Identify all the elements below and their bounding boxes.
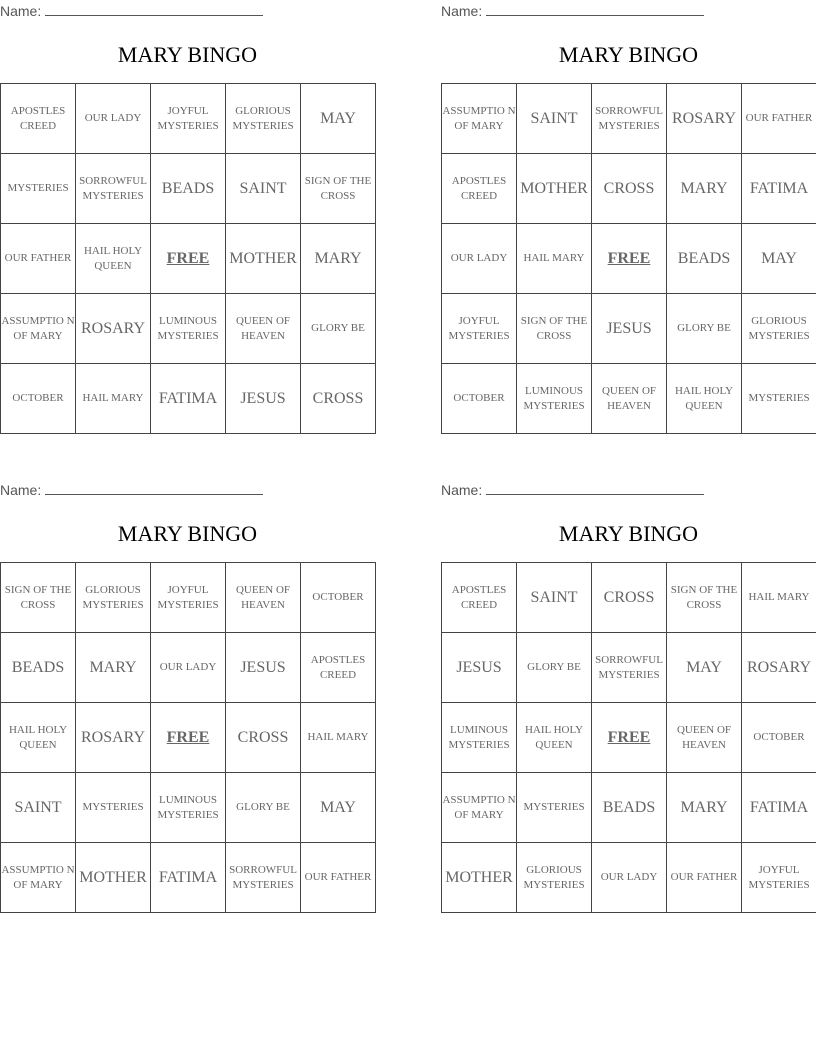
- name-label: Name:: [441, 482, 483, 498]
- bingo-cell: MAY: [667, 633, 742, 703]
- bingo-cell: SORROWFUL MYSTERIES: [76, 154, 151, 224]
- name-field: [0, 2, 263, 20]
- bingo-cell: MARY: [76, 633, 151, 703]
- bingo-cell: SIGN OF THE CROSS: [301, 154, 376, 224]
- bingo-cell: GLORY BE: [517, 633, 592, 703]
- bingo-cell: SIGN OF THE CROSS: [1, 563, 76, 633]
- bingo-cell: MAY: [301, 84, 376, 154]
- bingo-cell: MYSTERIES: [1, 154, 76, 224]
- bingo-cell: JESUS: [226, 633, 301, 703]
- bingo-row: [1, 633, 376, 703]
- bingo-cell: MYSTERIES: [517, 773, 592, 843]
- bingo-cell: SIGN OF THE CROSS: [517, 294, 592, 364]
- bingo-cell: BEADS: [592, 773, 667, 843]
- bingo-row: [1, 294, 376, 364]
- free-space: FREE: [151, 703, 226, 773]
- bingo-cell: JESUS: [226, 364, 301, 434]
- bingo-cell: MARY: [301, 224, 376, 294]
- bingo-cell: QUEEN OF HEAVEN: [592, 364, 667, 434]
- name-field: [441, 2, 704, 20]
- bingo-cell: QUEEN OF HEAVEN: [226, 294, 301, 364]
- bingo-cell: HAIL HOLY QUEEN: [1, 703, 76, 773]
- bingo-cell: MOTHER: [76, 843, 151, 913]
- card-title: MARY BINGO: [117, 521, 258, 546]
- bingo-cell: BEADS: [667, 224, 742, 294]
- name-field: [0, 481, 263, 499]
- bingo-cell: MOTHER: [226, 224, 301, 294]
- name-label: Name:: [0, 3, 42, 19]
- bingo-cell: OUR LADY: [442, 224, 517, 294]
- bingo-cell: GLORY BE: [301, 294, 376, 364]
- bingo-cell: GLORIOUS MYSTERIES: [76, 563, 151, 633]
- bingo-cell: QUEEN OF HEAVEN: [226, 563, 301, 633]
- bingo-cell: FATIMA: [151, 364, 226, 434]
- bingo-row: [442, 633, 816, 703]
- bingo-row: [1, 773, 376, 843]
- bingo-cell: BEADS: [151, 154, 226, 224]
- bingo-cell: LUMINOUS MYSTERIES: [442, 703, 517, 773]
- bingo-cell: JOYFUL MYSTERIES: [442, 294, 517, 364]
- name-label: Name:: [441, 3, 483, 19]
- free-space: FREE: [592, 224, 667, 294]
- bingo-grid: [441, 83, 816, 434]
- bingo-cell: JOYFUL MYSTERIES: [151, 84, 226, 154]
- bingo-cell: LUMINOUS MYSTERIES: [517, 364, 592, 434]
- bingo-cell: SORROWFUL MYSTERIES: [592, 633, 667, 703]
- bingo-row: [1, 364, 376, 434]
- bingo-cell: LUMINOUS MYSTERIES: [151, 294, 226, 364]
- bingo-cell: ASSUMPTIO N OF MARY: [1, 843, 76, 913]
- bingo-cell: GLORY BE: [667, 294, 742, 364]
- card-title: MARY BINGO: [558, 42, 699, 67]
- bingo-cell: HAIL MARY: [76, 364, 151, 434]
- bingo-cell: APOSTLES CREED: [442, 154, 517, 224]
- bingo-cell: CROSS: [301, 364, 376, 434]
- bingo-cell: HAIL HOLY QUEEN: [517, 703, 592, 773]
- bingo-cell: HAIL MARY: [742, 563, 816, 633]
- bingo-cell: SAINT: [517, 84, 592, 154]
- name-blank-line: [45, 481, 263, 495]
- bingo-row: [1, 843, 376, 913]
- bingo-cell: GLORIOUS MYSTERIES: [742, 294, 816, 364]
- bingo-row: [442, 703, 816, 773]
- name-blank-line: [45, 2, 263, 16]
- bingo-cell: OCTOBER: [442, 364, 517, 434]
- bingo-cell: QUEEN OF HEAVEN: [667, 703, 742, 773]
- bingo-cell: MAY: [742, 224, 816, 294]
- bingo-cell: ASSUMPTIO N OF MARY: [442, 84, 517, 154]
- bingo-cell: MOTHER: [517, 154, 592, 224]
- bingo-cell: HAIL MARY: [517, 224, 592, 294]
- bingo-cell: OUR FATHER: [667, 843, 742, 913]
- free-space: FREE: [592, 703, 667, 773]
- bingo-cell: ASSUMPTIO N OF MARY: [1, 294, 76, 364]
- bingo-row: [1, 154, 376, 224]
- bingo-row: [442, 224, 816, 294]
- bingo-cell: JOYFUL MYSTERIES: [742, 843, 816, 913]
- bingo-cell: APOSTLES CREED: [1, 84, 76, 154]
- bingo-cell: ROSARY: [76, 703, 151, 773]
- name-field: [441, 481, 704, 499]
- bingo-cell: FATIMA: [151, 843, 226, 913]
- bingo-cell: ROSARY: [742, 633, 816, 703]
- bingo-cell: FATIMA: [742, 773, 816, 843]
- bingo-cell: MARY: [667, 773, 742, 843]
- bingo-row: [1, 563, 376, 633]
- bingo-cell: HAIL HOLY QUEEN: [667, 364, 742, 434]
- bingo-cell: MYSTERIES: [76, 773, 151, 843]
- bingo-cell: MYSTERIES: [742, 364, 816, 434]
- bingo-row: [442, 154, 816, 224]
- bingo-row: [442, 84, 816, 154]
- bingo-cell: APOSTLES CREED: [301, 633, 376, 703]
- bingo-cell: HAIL MARY: [301, 703, 376, 773]
- bingo-grid: [0, 83, 376, 434]
- bingo-cell: ASSUMPTIO N OF MARY: [442, 773, 517, 843]
- bingo-cell: OCTOBER: [301, 563, 376, 633]
- bingo-cell: ROSARY: [76, 294, 151, 364]
- bingo-cell: BEADS: [1, 633, 76, 703]
- card-title: MARY BINGO: [558, 521, 699, 546]
- bingo-cell: CROSS: [226, 703, 301, 773]
- bingo-cell: JESUS: [592, 294, 667, 364]
- bingo-grid: [0, 562, 376, 913]
- bingo-cell: CROSS: [592, 563, 667, 633]
- bingo-cell: GLORIOUS MYSTERIES: [517, 843, 592, 913]
- bingo-row: [442, 773, 816, 843]
- bingo-cell: FATIMA: [742, 154, 816, 224]
- bingo-cell: CROSS: [592, 154, 667, 224]
- bingo-cell: SIGN OF THE CROSS: [667, 563, 742, 633]
- bingo-cell: MAY: [301, 773, 376, 843]
- bingo-cell: JOYFUL MYSTERIES: [151, 563, 226, 633]
- bingo-row: [442, 364, 816, 434]
- bingo-cell: OUR FATHER: [1, 224, 76, 294]
- bingo-cell: OUR FATHER: [301, 843, 376, 913]
- name-label: Name:: [0, 482, 42, 498]
- bingo-row: [1, 703, 376, 773]
- bingo-cell: LUMINOUS MYSTERIES: [151, 773, 226, 843]
- bingo-cell: OUR LADY: [151, 633, 226, 703]
- bingo-cell: SORROWFUL MYSTERIES: [226, 843, 301, 913]
- bingo-cell: MARY: [667, 154, 742, 224]
- bingo-cell: HAIL HOLY QUEEN: [76, 224, 151, 294]
- bingo-row: [442, 563, 816, 633]
- name-blank-line: [486, 481, 704, 495]
- bingo-cell: ROSARY: [667, 84, 742, 154]
- bingo-cell: MOTHER: [442, 843, 517, 913]
- bingo-grid: [441, 562, 816, 913]
- name-blank-line: [486, 2, 704, 16]
- bingo-cell: OUR LADY: [592, 843, 667, 913]
- bingo-cell: JESUS: [442, 633, 517, 703]
- card-title: MARY BINGO: [117, 42, 258, 67]
- bingo-row: [1, 224, 376, 294]
- free-space: FREE: [151, 224, 226, 294]
- bingo-cell: OUR LADY: [76, 84, 151, 154]
- bingo-cell: SORROWFUL MYSTERIES: [592, 84, 667, 154]
- bingo-cell: SAINT: [517, 563, 592, 633]
- bingo-cell: SAINT: [226, 154, 301, 224]
- bingo-cell: GLORIOUS MYSTERIES: [226, 84, 301, 154]
- bingo-cell: OCTOBER: [1, 364, 76, 434]
- bingo-row: [442, 843, 816, 913]
- bingo-cell: GLORY BE: [226, 773, 301, 843]
- bingo-cell: SAINT: [1, 773, 76, 843]
- bingo-row: [442, 294, 816, 364]
- bingo-row: [1, 84, 376, 154]
- bingo-cell: APOSTLES CREED: [442, 563, 517, 633]
- bingo-cell: OUR FATHER: [742, 84, 816, 154]
- bingo-cell: OCTOBER: [742, 703, 816, 773]
